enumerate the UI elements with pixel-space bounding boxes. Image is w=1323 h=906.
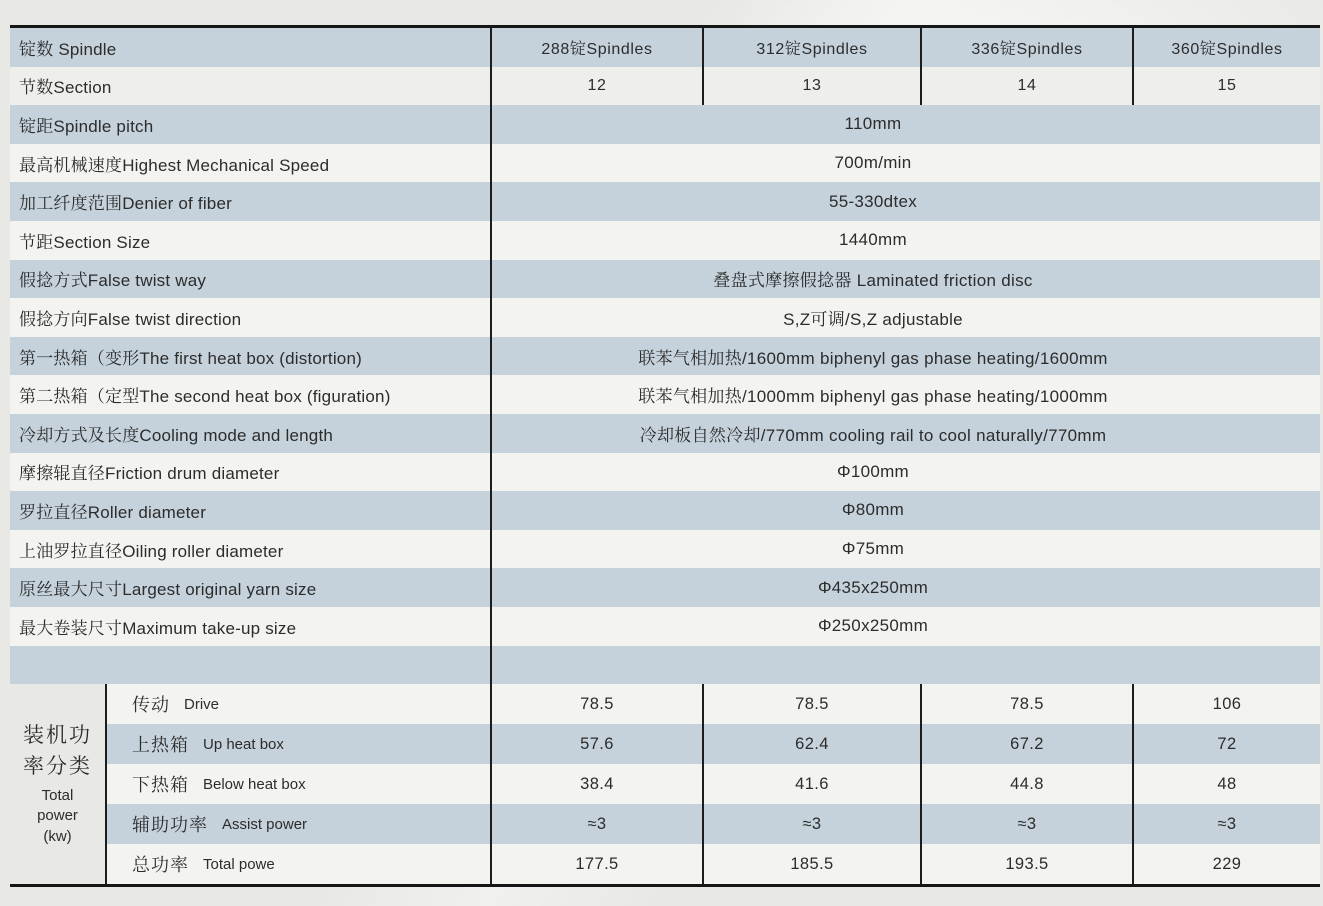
row-label: 锭距Spindle pitch bbox=[10, 105, 492, 144]
row-label: 节距Section Size bbox=[10, 221, 492, 260]
row-value: Φ100mm bbox=[836, 461, 910, 481]
power-row-label: 下热箱 Below heat box bbox=[107, 764, 492, 804]
table-row bbox=[10, 182, 1320, 221]
table-row bbox=[10, 607, 1320, 646]
row-value: 叠盘式摩擦假捻器 Laminated friction disc bbox=[713, 271, 1033, 291]
power-value: 72 bbox=[1217, 734, 1237, 753]
row-label: 假捻方向False twist direction bbox=[10, 298, 492, 337]
table-row bbox=[10, 568, 1320, 607]
power-value: 78.5 bbox=[704, 684, 922, 724]
section-value: 15 bbox=[1217, 76, 1237, 94]
row-value: 110mm bbox=[844, 114, 902, 134]
power-value: 62.4 bbox=[704, 724, 922, 764]
table-row bbox=[10, 298, 1320, 337]
row-value: 1440mm bbox=[839, 230, 907, 250]
table-row bbox=[10, 375, 1320, 414]
power-rows bbox=[107, 684, 1320, 884]
row-label: 假捻方式False twist way bbox=[10, 260, 492, 299]
table-row bbox=[10, 491, 1320, 530]
power-row-label: 辅助功率 Assist power bbox=[107, 804, 492, 844]
row-label-spindle: 锭数 Spindle bbox=[10, 28, 492, 67]
section-value: 13 bbox=[704, 67, 922, 106]
row-label: 上油罗拉直径Oiling roller diameter bbox=[10, 530, 492, 569]
row-value: Φ80mm bbox=[841, 500, 905, 520]
spec-table bbox=[10, 25, 1320, 887]
power-value: ≈3 bbox=[922, 804, 1134, 844]
power-value: 67.2 bbox=[922, 724, 1134, 764]
column-header-288: 288锭Spindles bbox=[492, 28, 704, 67]
power-value: 38.4 bbox=[492, 764, 704, 804]
column-header-360: 360锭Spindles bbox=[1171, 40, 1283, 58]
row-value: S,Z可调/S,Z adjustable bbox=[783, 309, 963, 329]
power-value: 78.5 bbox=[492, 684, 704, 724]
spacer-row bbox=[10, 646, 1320, 685]
row-value: 联苯气相加热/1000mm biphenyl gas phase heating/1000mm bbox=[638, 387, 1108, 407]
power-value: 48 bbox=[1217, 774, 1237, 793]
header-row bbox=[10, 28, 1320, 67]
row-label: 加工纤度范围Denier of fiber bbox=[10, 182, 492, 221]
row-label: 摩擦辊直径Friction drum diameter bbox=[10, 453, 492, 492]
power-row-up-heat-box bbox=[107, 724, 1320, 764]
row-label: 原丝最大尺寸Largest original yarn size bbox=[10, 568, 492, 607]
power-row-label: 上热箱 Up heat box bbox=[107, 724, 492, 764]
row-value: Φ435x250mm bbox=[817, 577, 929, 597]
power-value: 57.6 bbox=[492, 724, 704, 764]
power-value: 229 bbox=[1212, 854, 1242, 873]
row-label: 最高机械速度Highest Mechanical Speed bbox=[10, 144, 492, 183]
table-row bbox=[10, 453, 1320, 492]
row-value: Φ75mm bbox=[841, 539, 905, 559]
row-value: 700m/min bbox=[834, 153, 912, 173]
power-value: 44.8 bbox=[922, 764, 1134, 804]
power-group-label-cn: 装机功率分类 bbox=[23, 724, 92, 778]
power-value: 41.6 bbox=[704, 764, 922, 804]
power-row-below-heat-box bbox=[107, 764, 1320, 804]
row-label: 第一热箱（变形The first heat box (distortion) bbox=[10, 337, 492, 376]
section-value: 12 bbox=[492, 67, 704, 106]
spacer-value-cell bbox=[492, 646, 1320, 685]
row-value: Φ250x250mm bbox=[817, 616, 929, 636]
row-label: 冷却方式及长度Cooling mode and length bbox=[10, 414, 492, 453]
table-row bbox=[10, 144, 1320, 183]
table-row bbox=[10, 337, 1320, 376]
power-group-cell bbox=[10, 684, 107, 884]
power-value: ≈3 bbox=[492, 804, 704, 844]
power-row-total-power bbox=[107, 844, 1320, 884]
column-header-336: 336锭Spindles bbox=[922, 28, 1134, 67]
power-value: 78.5 bbox=[922, 684, 1134, 724]
row-label-section: 节数Section bbox=[10, 67, 492, 106]
power-row-drive bbox=[107, 684, 1320, 724]
section-value: 14 bbox=[922, 67, 1134, 106]
row-label: 最大卷装尺寸Maximum take-up size bbox=[10, 607, 492, 646]
power-value: ≈3 bbox=[704, 804, 922, 844]
spacer-label-cell bbox=[10, 646, 492, 685]
table-row bbox=[10, 260, 1320, 299]
power-value: 106 bbox=[1212, 694, 1242, 713]
row-value: 冷却板自然冷却/770mm cooling rail to cool naturally/770mm bbox=[639, 425, 1107, 445]
section-row bbox=[10, 67, 1320, 106]
power-row-label: 总功率 Total powe bbox=[107, 844, 492, 884]
power-group-label-en: Total power (kw) bbox=[37, 787, 78, 845]
power-value: 193.5 bbox=[922, 844, 1134, 884]
table-row bbox=[10, 105, 1320, 144]
power-value: ≈3 bbox=[1217, 814, 1237, 833]
column-header-312: 312锭Spindles bbox=[704, 28, 922, 67]
table-row bbox=[10, 221, 1320, 260]
power-value: 177.5 bbox=[492, 844, 704, 884]
row-value: 联苯气相加热/1600mm biphenyl gas phase heating/1600mm bbox=[638, 348, 1108, 368]
table-row bbox=[10, 414, 1320, 453]
power-value: 185.5 bbox=[704, 844, 922, 884]
table-row bbox=[10, 530, 1320, 569]
power-row-assist-power bbox=[107, 804, 1320, 844]
power-section bbox=[10, 684, 1320, 884]
row-label: 第二热箱（定型The second heat box (figuration) bbox=[10, 375, 492, 414]
power-row-label: 传动 Drive bbox=[107, 684, 492, 724]
row-label: 罗拉直径Roller diameter bbox=[10, 491, 492, 530]
row-value: 55-330dtex bbox=[828, 191, 918, 211]
